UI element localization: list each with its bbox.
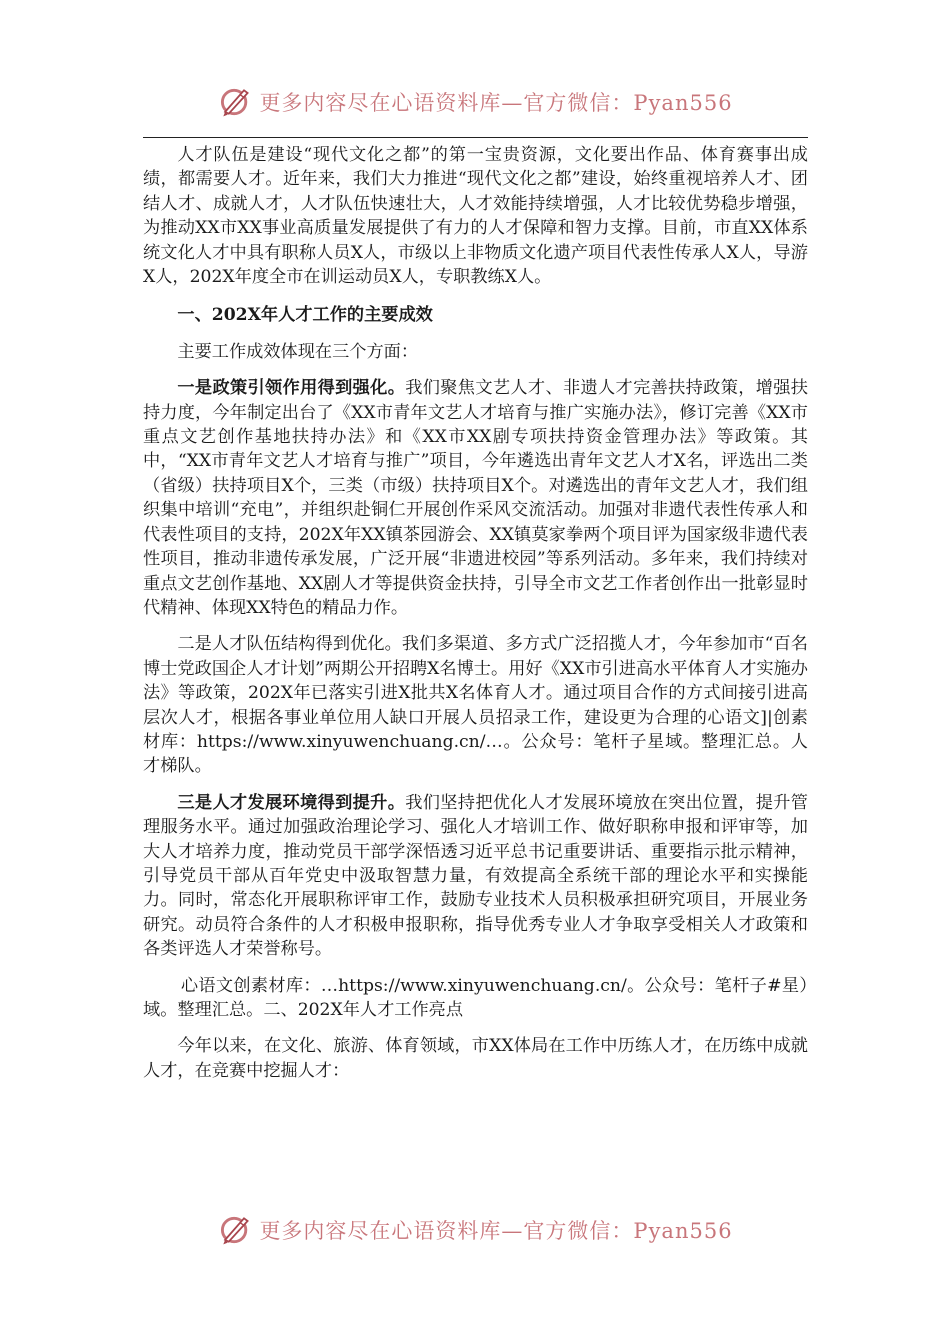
header-banner: [0, 82, 950, 122]
footer-banner: [0, 1210, 950, 1250]
pen-logo-icon: [217, 1212, 253, 1248]
header-banner-text: 更多内容尽在心语资料库—官方微信：Pyan556: [259, 91, 733, 115]
footer-banner-text: 更多内容尽在心语资料库—官方微信：Pyan556: [259, 1219, 733, 1243]
section-heading-1: 一、202X年人才工作的主要成效: [177, 305, 433, 326]
point-one-body: 我们聚焦文艺人才、非遗人才完善扶持政策，增强扶持力度，今年制定出台了《XX市青年文艺人才培育与推广实施办法》，修订完善《XX市重点文艺创作基地扶持办法》和《XX市XX剧专项扶持资金管理办法》等政策。其中，“XX市青年文艺人才培育与推广”项目，今年遴选出青年文艺人才X名，评选出二类（省级）扶持项目X个，三类（市级）扶持项目X个。对遴选出的青年文艺人才，我们组织集中培训“充电”，并组织赴铜仁开展创作采风交流活动。加强对非遗代表性传承人和代表性项目的支持，202X年XX镇茶园游会、XX镇莫家拳两个项目评为国家级非遗代表性项目，推动非遗传承发展，广泛开展“非遗进校园”等系列活动。多年来，我们持续对重点文艺创作基地、XX剧人才等提供资金扶持，引导全市文艺工作者创作出一批彰显时代精神、体现XX特色的精品力作。: [143, 378, 808, 618]
intro-paragraph: 人才队伍是建设“现代文化之都”的第一宝贵资源，文化要出作品、体育赛事出成绩，都需要人才。近年来，我们大力推进“现代文化之都”建设，始终重视培养人才、团结人才、成就人才，人才队伍快速壮大，人才效能持续增强，人才比较优势稳步增强，为推动XX市XX事业高质量发展提供了有力的人才保障和智力支撑。目前，市直XX体系统文化人才中具有职称人员X人，市级以上非物质文化遗产项目代表性传承人X人，导游X人，202X年度全市在训运动员X人，专职教练X人。: [143, 145, 808, 288]
document-body: [143, 143, 808, 1083]
point-one-title: 一是政策引领作用得到强化。: [177, 378, 406, 399]
pen-logo-icon: [217, 84, 253, 120]
section-lead-paragraph: 主要工作成效体现在三个方面：: [177, 341, 419, 362]
point-three-body: 我们坚持把优化人才发展环境放在突出位置，提升管理服务水平。通过加强政治理论学习、强化人才培训工作、做好职称申报和评审等，加大人才培养力度，推动党员干部学深悟透习近平总书记重要讲话、重要指示批示精神，引导党员干部从百年党史中汲取智慧力量，有效提高全系统干部的理论水平和实操能力。同时，常态化开展职称评审工作，鼓励专业技术人员积极承担研究项目，开展业务研究。动员符合条件的人才积极申报职称，指导优秀专业人才争取享受相关人才政策和各类评选人才荣誉称号。: [143, 792, 808, 960]
point-one-paragraph: [143, 376, 808, 620]
point-three-title: 三是人才发展环境得到提升。: [177, 792, 406, 813]
source-note-paragraph: 心语文创素材库：…https://www.xinyuwenchuang.cn/。公众号：笔杆子#星）域。整理汇总。二、202X年人才工作亮点: [143, 975, 808, 1020]
closing-paragraph: 今年以来，在文化、旅游、体育领域，市XX体局在工作中历练人才，在历练中成就人才，在竞赛中挖掘人才：: [143, 1036, 808, 1081]
point-two-paragraph: 二是人才队伍结构得到优化。我们多渠道、多方式广泛招揽人才，今年参加市“百名博士党政国企人才计划”两期公开招聘X名博士。用好《XX市引进高水平体育人才实施办法》等政策，202X年已落实引进X批共X名体育人才。通过项目合作的方式间接引进高层次人才，根据各事业单位用人缺口开展人员招录工作，建设更为合理的心语文]|创素材库：https://www.xinyuwenchuang.cn/…。公众号：笔杆子星域。整理汇总。人才梯队。: [143, 634, 808, 777]
point-three-paragraph: [143, 791, 808, 962]
header-divider: [143, 137, 808, 138]
